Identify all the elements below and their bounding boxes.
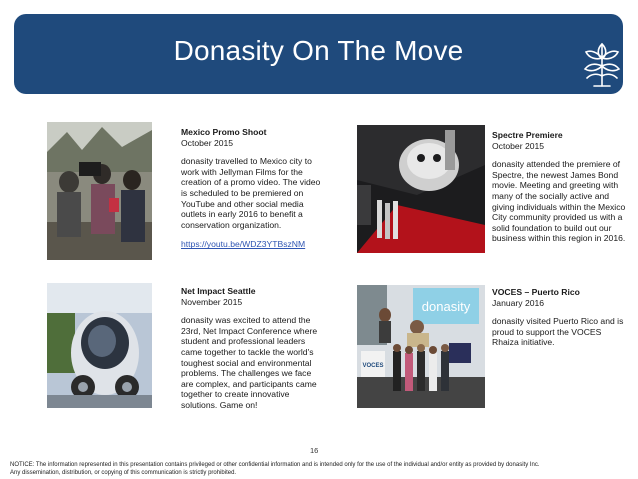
page-title: Donasity On The Move	[173, 35, 464, 66]
page-number: 16	[310, 446, 319, 455]
mexico-promo-shoot-photo	[47, 122, 152, 260]
spectre-premiere-block	[492, 130, 630, 244]
item-title: Mexico Promo Shoot	[181, 127, 267, 137]
net-impact-seattle-photo	[47, 283, 152, 408]
voces-puerto-rico-block	[492, 287, 630, 348]
item-description: donasity visited Puerto Rico and is proud to support the VOCES Rhaiza initiative.	[492, 316, 624, 348]
item-description: donasity attended the premiere of Spectre, the newest James Bond movie. Meeting and greeting with many of the socially active and giving individuals within the Mexico City community provided us with a solid foundation to build out our business within this region in 2016.	[492, 159, 626, 244]
item-date: October 2015	[181, 137, 234, 148]
notice-line-1: NOTICE: The information represented in this presentation contains privileged or other confidential information and is intended only for the use of the individual and/or entity as provided by donasity Inc.	[10, 462, 540, 468]
header-banner	[14, 14, 623, 94]
item-description: donasity travelled to Mexico city to work with Jellyman Films for the creation of a promo video. The video is scheduled to be premiered on YouTube and other social media outlets in early 2016 to benefit a conservation organization.	[181, 156, 321, 230]
notice-line-2: Any dissemination, distribution, or copying of this communication is strictly prohibited.	[10, 470, 237, 476]
item-date: October 2015	[492, 140, 545, 151]
item-title: Spectre Premiere	[492, 130, 563, 140]
item-date: January 2016	[492, 297, 545, 308]
tree-of-life-icon	[580, 36, 624, 90]
net-impact-seattle-block	[181, 286, 326, 411]
item-description: donasity was excited to attend the 23rd, Net Impact Conference where student and professional leaders came together to tackle the world's toughest social and environmental problems. The challenges we face are complex, and participants came together to create innovative solutions. Game on!	[181, 315, 318, 410]
item-title: VOCES – Puerto Rico	[492, 287, 580, 297]
screen-donasity-text: donasity	[421, 299, 471, 314]
spectre-premiere-photo	[357, 125, 485, 253]
youtube-link[interactable]: https://youtu.be/WDZ3YTBszNM	[181, 239, 306, 250]
voces-banner-text: VOCES	[362, 363, 384, 369]
voces-puerto-rico-photo	[357, 285, 485, 408]
confidentiality-notice	[10, 461, 630, 477]
item-date: November 2015	[181, 296, 243, 307]
mexico-promo-shoot-block	[181, 127, 326, 250]
item-title: Net Impact Seattle	[181, 286, 256, 296]
